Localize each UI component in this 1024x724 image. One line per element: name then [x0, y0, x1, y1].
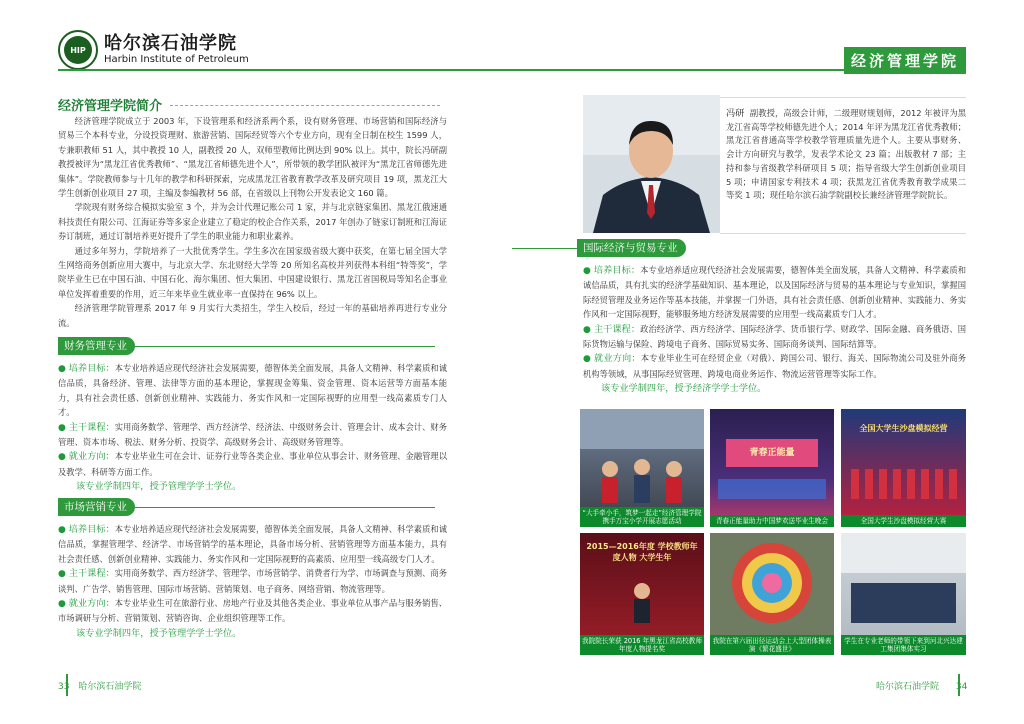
trade-section-header: 国际经济与贸易专业	[512, 239, 686, 257]
photo-caption: 青春正能量助力中国梦欢送毕业生晚会	[710, 515, 834, 527]
finance-section-header: 财务管理专业	[58, 337, 435, 355]
photo-internship	[841, 533, 966, 655]
logo-english-name: Harbin Institute of Petroleum	[104, 54, 249, 65]
header-rule	[58, 69, 966, 71]
finance-jobs: ● 就业方向：本专业毕业生可在会计、证券行业等各类企业、事业单位从事会计、财务管理、金融管理以及教学、科研等方面工作。	[58, 451, 447, 477]
left-footer-school: 哈尔滨石油学院	[78, 682, 142, 692]
intro-paragraph: 经济管理学院成立于 2003 年，下设管理系和经济系两个系，设有财务管理、市场营销和国际经济与贸易三个本科专业，分设投资理财、旅游营销、国际经贸等六个专业方向，现有全日制在校生 1599 人，专兼职教师 51 人，其中教授 10 人，副教授 20 人，双师型教师比例达到 90% 以上。其中，院长冯研副教授被评为“黑龙江省优秀教师”、“黑龙江省师德先进个人”，所带领的教学团队被评为“黑龙江省师德先进集体”。学院教师参与十几年的教学和科研探索，完成黑龙江省教育教学改革及研究项目 19 项，黑龙江大学生创新创业项目 27 项，主编及参编教材 56 部，在省级以上刊物公开发表论文 160 篇。	[58, 116, 447, 199]
stage-banner: 青春正能量	[726, 439, 818, 467]
logo-chinese-name: 哈尔滨石油学院	[104, 33, 237, 54]
left-footer	[58, 679, 141, 692]
marketing-jobs: ● 就业方向：本专业毕业生可在旅游行业、房地产行业及其他各类企业、事业单位从事产品与服务销售、市场调研与分析、营销策划、营销咨询、企业组织管理等工作。	[58, 598, 447, 624]
trade-goal: ● 培养目标：本专业培养适应现代经济社会发展需要，德智体美全面发展，具备人文精神、科学素质和诚信品质，具有扎实的经济学基础知识、基本理论，以及国际经济与贸易的基本理论与专业知识，掌握国际经贸管理及业务运作等基本技能，并掌握一门外语，具有社会责任感、创新创业精神、实践能力、务实作风和一定国际视野，能够服务地方经济发展需要的应用型一线高素质专门人才。	[583, 265, 966, 320]
right-footer-school: 哈尔滨石油学院	[876, 682, 940, 692]
photo-group-gymnastics	[710, 533, 834, 655]
trade-degree: 该专业学制四年，授予经济学学士学位。	[601, 383, 767, 395]
trade-courses: ● 主干课程：政治经济学、西方经济学、国际经济学、货币银行学、财政学、国际金融、商务俄语、国际货物运输与保险、跨境电子商务、国际贸易实务、国际商务谈判、国际结算等。	[583, 323, 966, 350]
right-page-number: 34	[955, 682, 968, 692]
finance-courses: ● 主干课程：实用商务数学、管理学、西方经济学、经济法、中级财务会计、管理会计、成本会计、财务管理、资本市场、税法、财务分析、投资学、高级财务会计、高级财务管理等。	[58, 421, 447, 448]
finance-degree: 该专业学制四年，授予管理学学士学位。	[76, 481, 242, 493]
photo-caption: 全国大学生沙盘模拟经营大赛	[841, 515, 966, 527]
school-seal-icon: HIP	[58, 30, 98, 70]
photo-graduation-gala	[710, 409, 834, 527]
photo-volunteer	[580, 409, 704, 527]
section-rule	[135, 507, 435, 508]
marketing-section-body	[58, 522, 447, 641]
photo-contest-illustration	[841, 409, 966, 527]
portrait-illustration	[583, 95, 720, 233]
stage-banner: 2015—2016年度 学校教师年度人物 大学生年	[586, 542, 698, 562]
trade-section-body	[583, 263, 966, 396]
photo-caption: 我院院长荣获 2016 年黑龙江省高校教师年度人物提名奖	[580, 635, 704, 655]
section-rule	[512, 248, 577, 249]
trade-jobs: ● 就业方向：本专业毕业生可在经贸企业（对俄）、跨国公司、银行、海关、国际物流公司及驻外商务机构等领域，从事国际经贸管理、跨境电商业务运作、物流运营管理等实际工作。	[583, 353, 967, 379]
intro-paragraph: 通过多年努力，学院培养了一大批优秀学生。学生多次在国家级省级大赛中获奖，在第七届全国大学生网络商务创新应用大赛中，与北京大学、东北财经大学等 20 所知名高校并列获得本科组“特等奖”，学院毕业生已在中国石油、中国石化、海尔集团、恒大集团、中国建设银行、黑龙江省国税局等知名企事业单位发挥着重要的作用，近三年来毕业生就业率一直保持在 96% 以上。	[58, 245, 447, 299]
marketing-courses: ● 主干课程：实用商务数学、西方经济学、管理学、市场营销学、消费者行为学、市场调查与预测、商务谈判、广告学、销售管理、国际市场营销、营销策划、电子商务、网络营销、物流管理等。	[58, 568, 447, 594]
intro-paragraph: 经济管理学院管理系 2017 年 9 月实行大类招生，学生入校后，经过一年的基础培养再进行专业分流。	[58, 303, 447, 328]
intro-text	[58, 114, 447, 330]
marketing-degree: 该专业学制四年，授予管理学学士学位。	[76, 627, 242, 639]
photo-caption: 学生在专业老师的带领下来到河北兴达建工集团集体实习	[841, 635, 966, 655]
section-rule	[135, 346, 435, 347]
dean-bio	[726, 107, 966, 203]
dean-portrait	[583, 95, 720, 233]
photo-caption: “大手牵小手，筑梦一起走”经济管理学院携手万宝小学开展志愿活动	[580, 507, 704, 527]
finance-goal: ● 培养目标：本专业培养适应现代经济社会发展需要，德智体美全面发展，具备人文精神、科学素质和诚信品质，具备经济、管理、法律等方面的基本理论，掌握现金筹集、资金管理、资本运营等方面基本能力，具有社会责任感、创新创业精神、实践能力、务实作风和一定国际视野的应用型一线高素质专门人才。	[58, 363, 447, 418]
photo-gala-illustration	[710, 409, 834, 527]
finance-section-body	[58, 361, 447, 494]
photo-sandbox-contest	[841, 409, 966, 527]
intro-divider	[170, 105, 440, 106]
dean-bio-text: 副教授，高级会计师，二级理财规划师，2012 年被评为黑龙江省高等学校师德先进个人；2014 年评为黑龙江省优秀教师；黑龙江省普通高等学校教学管理质量先进个人。主要从事财务、会计方向研究与教学，发表学术论文 23 篇；出版教材 7 部；主持和参与省级教学科研项目 5 项；指导省级大学生创新创业项目 5 项；申请国家专利技术 4 项；获黑龙江省优秀教育教学成果二等奖 1 项；现任哈尔滨石油学院副校长兼经济管理学院院长。	[726, 108, 966, 201]
marketing-goal: ● 培养目标：本专业培养适应现代经济社会发展需要，德智体美全面发展，具备人文精神、科学素质和诚信品质，掌握管理学、经济学、市场营销学的基本理论，具备市场分析、营销管理等方面基本能力，具有社会责任感、创新创业精神、实践能力、务实作风和一定国际视野的高素质、应用型一线高级专门人才。	[58, 524, 447, 564]
intro-title: 经济管理学院简介	[58, 99, 163, 114]
photo-caption: 我院在第六届田径运动会上大型团体操表演《繁花盛世》	[710, 635, 834, 655]
left-page-number: 33	[58, 682, 70, 692]
school-logo	[58, 30, 249, 70]
marketing-section-header: 市场营销专业	[58, 498, 435, 516]
photo-teacher-award	[580, 533, 704, 655]
right-footer	[876, 679, 967, 692]
intro-paragraph: 学院现有财务综合模拟实验室 3 个，并为会计代理记账公司 1 家，并与北京链家集团、黑龙江俄速通科技责任有限公司、江海证券等多家企业建立了稳定的校企合作关系，2017 年创办了链家订制班和江海证券订制班，通过订制培养更好提升了学生的职业能力和职业素养。	[58, 202, 447, 242]
dean-name: 冯研	[726, 108, 745, 119]
stage-banner: 全国大学生沙盘模拟经营	[859, 424, 948, 433]
college-tab: 经济管理学院	[844, 47, 966, 74]
